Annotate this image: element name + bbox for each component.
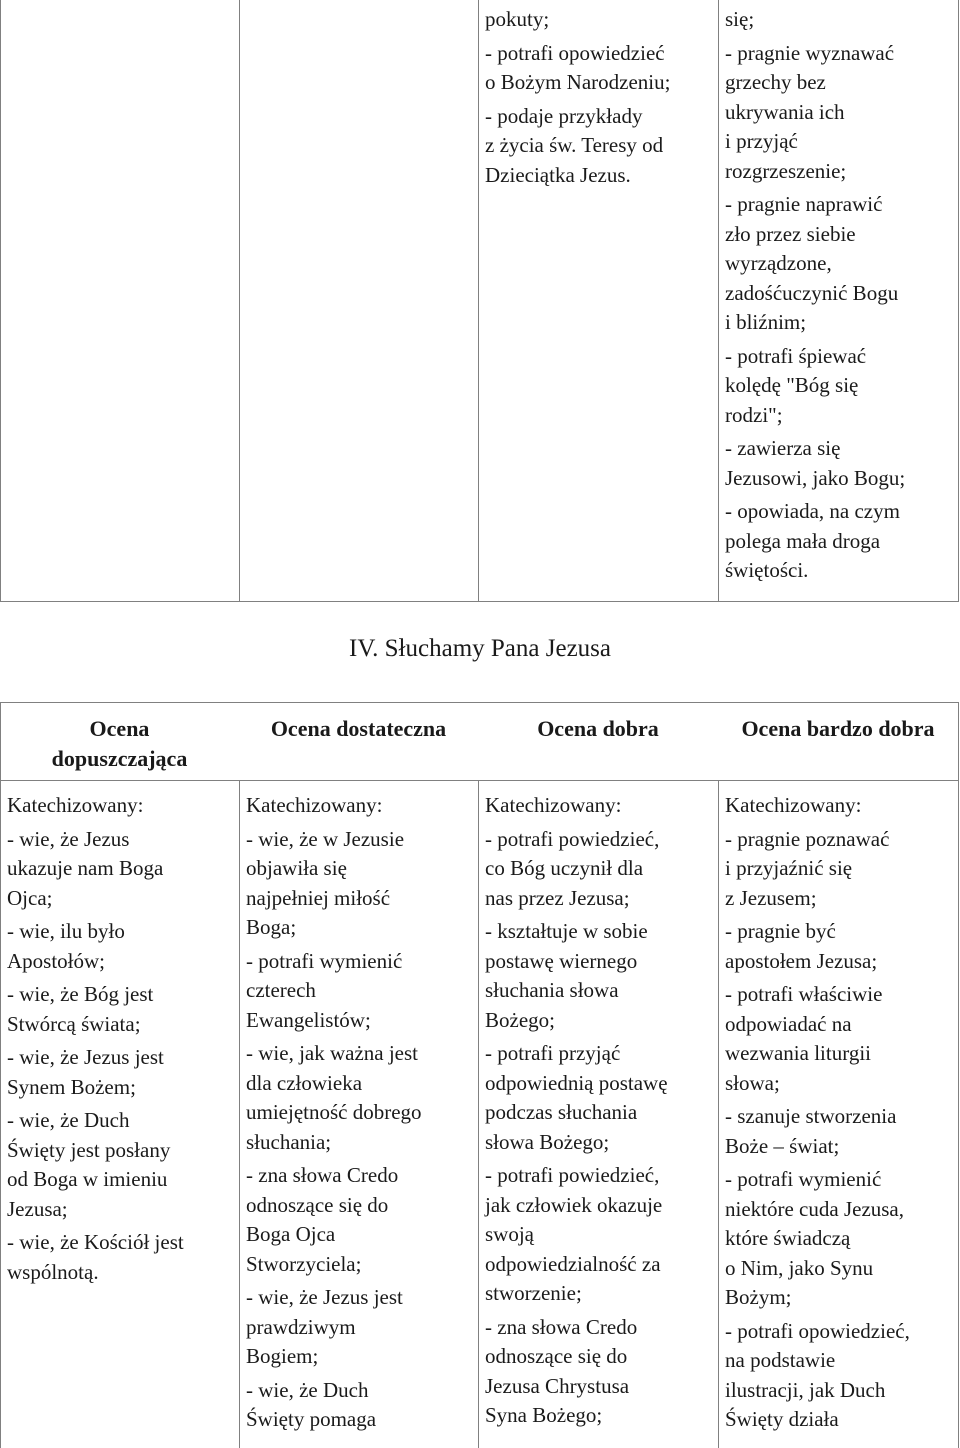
text-line: - potrafi przyjąć bbox=[485, 1041, 621, 1065]
text-line: zadośćuczynić Bogu bbox=[725, 280, 899, 305]
text-line: Jezusa Chrystusa bbox=[485, 1373, 630, 1398]
text-line: które świadczą bbox=[725, 1226, 851, 1250]
text-line: - pragnie być bbox=[725, 919, 836, 943]
text-line: - pragnie poznawać bbox=[725, 826, 890, 851]
text-line: rozgrzeszenie; bbox=[725, 158, 847, 183]
text-line: z życia św. Teresy od bbox=[485, 133, 664, 157]
text-line: grzechy bez bbox=[725, 70, 826, 94]
text-line: Katechizowany: bbox=[7, 793, 144, 817]
text-line: Katechizowany: bbox=[485, 793, 622, 817]
text-line: - potrafi opowiedzieć bbox=[485, 40, 665, 65]
text-line: Syna Bożego; bbox=[485, 1403, 603, 1427]
text-line: ilustracji, jak Duch bbox=[725, 1377, 886, 1402]
header-ocena-dostateczna: Ocena dostateczna bbox=[270, 716, 447, 741]
text-line: objawiła się bbox=[246, 856, 347, 880]
text-line: i bliźnim; bbox=[725, 310, 807, 334]
top-table-col4-text bbox=[725, 5, 957, 586]
column-bardzo-dobra-text bbox=[725, 791, 957, 1435]
text-line: - wie, ilu było bbox=[7, 919, 125, 943]
grades-table-border-top bbox=[0, 702, 959, 703]
top-table-border-right bbox=[958, 0, 959, 602]
column-dobra-text bbox=[485, 791, 715, 1431]
text-line: - wie, że w Jezusie bbox=[246, 826, 405, 851]
section-title: IV. Słuchamy Pana Jezusa bbox=[349, 635, 611, 662]
grades-table-border-left bbox=[0, 702, 1, 1448]
grades-table-border-c3 bbox=[718, 780, 719, 1448]
text-line: postawę wiernego bbox=[485, 948, 638, 973]
header-ocena-dopuszczajaca-line1: Ocena bbox=[89, 716, 150, 741]
text-line: polega mała droga bbox=[725, 528, 881, 553]
text-line: - potrafi powiedzieć, bbox=[485, 826, 660, 851]
grades-table-header-divider bbox=[0, 780, 959, 781]
text-line: - potrafi powiedzieć, bbox=[485, 1163, 660, 1187]
header-ocena-dopuszczajaca-line2: dopuszczająca bbox=[51, 746, 188, 771]
text-line: Stworzyciela; bbox=[246, 1251, 362, 1276]
text-line: odpowiadać na bbox=[725, 1011, 852, 1036]
text-line: najpełniej miłość bbox=[246, 885, 391, 910]
text-line: - wie, że Duch bbox=[7, 1108, 130, 1132]
text-line: Dzieciątka Jezus. bbox=[485, 162, 631, 187]
top-table-col3-text bbox=[485, 5, 715, 190]
text-line: dla człowieka bbox=[246, 1070, 363, 1095]
text-line: - pragnie wyznawać bbox=[725, 40, 895, 65]
text-line: od Boga w imieniu bbox=[7, 1167, 168, 1191]
text-line: - szanuje stworzenia bbox=[725, 1104, 897, 1128]
text-line: na podstawie bbox=[725, 1348, 836, 1372]
text-line: ukazuje nam Boga bbox=[7, 856, 164, 880]
text-line: słuchania słowa bbox=[485, 978, 619, 1002]
header-ocena-bardzo-dobra: Ocena bardzo dobra bbox=[741, 716, 935, 741]
text-line: Święty działa bbox=[725, 1407, 839, 1431]
text-line: Bożym; bbox=[725, 1285, 792, 1309]
top-table-border-c1 bbox=[239, 0, 240, 602]
column-dostateczna-text bbox=[246, 791, 476, 1435]
text-line: słowa; bbox=[725, 1070, 780, 1095]
text-line: o Nim, jako Synu bbox=[725, 1255, 874, 1280]
text-line: apostołem Jezusa; bbox=[725, 948, 878, 973]
top-table-border-c2 bbox=[478, 0, 479, 602]
text-line: - wie, że Duch bbox=[246, 1377, 369, 1402]
text-line: Ewangelistów; bbox=[246, 1007, 371, 1032]
text-line: - potrafi wymienić bbox=[725, 1167, 882, 1191]
text-line: ukrywania ich bbox=[725, 99, 845, 124]
text-line: stworzenie; bbox=[485, 1281, 582, 1305]
text-line: z Jezusem; bbox=[725, 885, 817, 910]
text-line: Synem Bożem; bbox=[7, 1074, 136, 1099]
text-line: o Bożym Narodzeniu; bbox=[485, 70, 671, 94]
text-line: Katechizowany: bbox=[725, 793, 862, 817]
top-table-border-c3 bbox=[718, 0, 719, 602]
text-line: Boga; bbox=[246, 915, 297, 939]
text-line: odpowiednią postawę bbox=[485, 1070, 668, 1095]
text-line: odpowiedzialność za bbox=[485, 1251, 661, 1276]
text-line: - wie, jak ważna jest bbox=[246, 1041, 419, 1065]
text-line: słowa Bożego; bbox=[485, 1129, 610, 1154]
text-line: - wie, że Jezus bbox=[7, 826, 130, 851]
text-line: odnoszące się do bbox=[246, 1192, 389, 1217]
text-line: wspólnotą. bbox=[7, 1259, 99, 1284]
grades-table-border-c1 bbox=[239, 780, 240, 1448]
header-ocena-dopuszczajaca bbox=[0, 714, 239, 774]
text-line: świętości. bbox=[725, 558, 809, 582]
text-line: - opowiada, na czym bbox=[725, 499, 900, 523]
top-table-border-bottom bbox=[0, 601, 959, 602]
text-line: Boga Ojca bbox=[246, 1222, 336, 1246]
text-line: - wie, że Jezus jest bbox=[246, 1285, 403, 1309]
text-line: - potrafi wymienić bbox=[246, 948, 403, 973]
text-line: się; bbox=[725, 7, 755, 31]
text-line: Bogiem; bbox=[246, 1344, 319, 1368]
text-line: czterech bbox=[246, 978, 316, 1002]
text-line: - zna słowa Credo bbox=[485, 1314, 638, 1339]
text-line: - pragnie naprawić bbox=[725, 192, 883, 216]
text-line: rodzi"; bbox=[725, 402, 783, 427]
text-line: wezwania liturgii bbox=[725, 1041, 871, 1065]
text-line: Jezusa; bbox=[7, 1196, 68, 1221]
header-ocena-dobra: Ocena dobra bbox=[537, 716, 659, 741]
text-line: - potrafi opowiedzieć, bbox=[725, 1318, 910, 1343]
text-line: - zna słowa Credo bbox=[246, 1163, 399, 1187]
text-line: Jezusowi, jako Bogu; bbox=[725, 465, 906, 490]
text-line: - potrafi właściwie bbox=[725, 982, 883, 1006]
text-line: odnoszące się do bbox=[485, 1344, 628, 1368]
text-line: Boże – świat; bbox=[725, 1133, 840, 1158]
text-line: swoją bbox=[485, 1222, 534, 1246]
text-line: Święty pomaga bbox=[246, 1407, 377, 1431]
text-line: - zawierza się bbox=[725, 436, 841, 460]
text-line: pokuty; bbox=[485, 7, 550, 31]
text-line: jak człowiek okazuje bbox=[485, 1192, 663, 1217]
text-line: kolędę "Bóg się bbox=[725, 373, 859, 397]
text-line: i przyjąć bbox=[725, 129, 798, 153]
column-dopuszczajaca-text bbox=[7, 791, 237, 1287]
text-line: Stwórcą świata; bbox=[7, 1011, 141, 1036]
text-line: nas przez Jezusa; bbox=[485, 885, 630, 910]
text-line: - kształtuje w sobie bbox=[485, 919, 648, 943]
text-line: co Bóg uczynił dla bbox=[485, 856, 644, 880]
grades-table-border-right bbox=[958, 702, 959, 1448]
text-line: niektóre cuda Jezusa, bbox=[725, 1196, 905, 1221]
top-table-border-left bbox=[0, 0, 1, 602]
text-line: Apostołów; bbox=[7, 948, 106, 973]
grades-table-border-c2 bbox=[478, 780, 479, 1448]
text-line: podczas słuchania bbox=[485, 1100, 638, 1124]
text-line: zło przez siebie bbox=[725, 221, 856, 246]
text-line: umiejętność dobrego bbox=[246, 1100, 422, 1124]
text-line: - wie, że Bóg jest bbox=[7, 982, 154, 1006]
text-line: Ojca; bbox=[7, 885, 53, 910]
text-line: i przyjaźnić się bbox=[725, 856, 853, 880]
text-line: - wie, że Jezus jest bbox=[7, 1045, 164, 1069]
text-line: - potrafi śpiewać bbox=[725, 343, 867, 368]
text-line: Katechizowany: bbox=[246, 793, 383, 817]
text-line: Święty jest posłany bbox=[7, 1137, 171, 1162]
text-line: - podaje przykłady bbox=[485, 103, 643, 128]
text-line: wyrządzone, bbox=[725, 251, 832, 275]
text-line: Bożego; bbox=[485, 1007, 555, 1032]
text-line: słuchania; bbox=[246, 1129, 332, 1154]
text-line: - wie, że Kościół jest bbox=[7, 1230, 184, 1254]
text-line: prawdziwym bbox=[246, 1314, 356, 1339]
